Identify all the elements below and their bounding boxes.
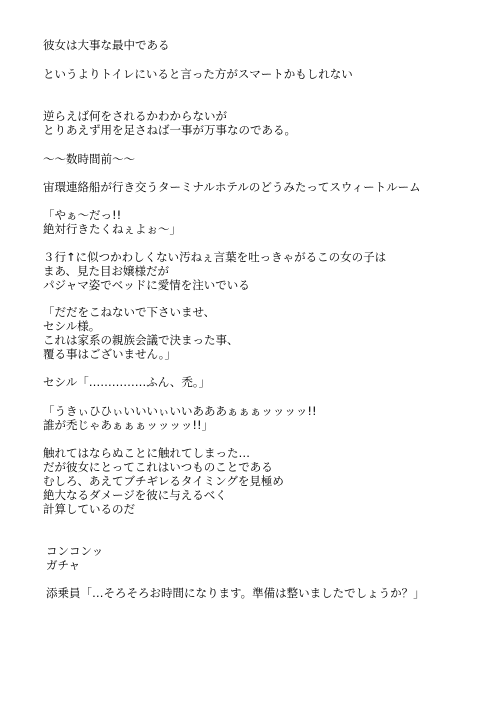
text-line: 添乗員「…そろそろお時間になります。準備は整いましたでしょうか？」	[46, 586, 425, 600]
text-line: セシル「……………ふん、禿。」	[43, 375, 211, 389]
text-line: これは家系の親族会議で決まった事、	[43, 333, 239, 347]
text-line: というよりトイレにいると言った方がスマートかもしれない	[43, 67, 353, 81]
text-line: 「だだをこねないで下さいませ、	[43, 305, 216, 319]
text-line: パジャマ姿でベッドに愛情を注いでいる	[43, 278, 250, 292]
text-line: 彼女は大事な最中である	[43, 38, 170, 52]
text-line: とりあえず用を足さねば一事が万事なのである。	[43, 123, 296, 137]
text-line: 触れてはならぬことに触れてしまった…	[43, 446, 250, 460]
text-line: 「うきぃひひぃいいいぃいいあああぁぁぁッッッッ!!	[43, 404, 317, 418]
text-line: 逆らえば何をされるかわからないが	[43, 109, 227, 123]
text-line: だが彼女にとってこれはいつものことである	[43, 460, 273, 474]
text-line: ３行↑に似つかわしくない汚ねぇ言葉を吐っきゃがるこの女の子は	[43, 250, 387, 264]
text-line: 計算しているのだ	[43, 502, 135, 516]
text-line: セシル様。	[43, 319, 101, 333]
text-line: むしろ、あえてブチギレるタイミングを見極め	[43, 474, 284, 488]
text-line: ガチャ	[46, 558, 81, 572]
text-line: 絶大なるダメージを彼に与えるべく	[43, 488, 227, 502]
text-line: 覆る事はございません。」	[43, 347, 176, 361]
text-line: 宙環連絡船が行き交うターミナルホテルのどうみたってスウィートルーム	[43, 180, 421, 194]
text-line: 誰が禿じゃあぁぁぁッッッッ!!」	[43, 418, 214, 432]
text-line: 「やぁ～だっ!!	[43, 208, 122, 222]
text-line: コンコンッ	[46, 544, 104, 558]
text-line: ～～数時間前～～	[43, 152, 135, 166]
text-line: 絶対行きたくねぇよぉ～」	[43, 222, 181, 236]
text-line: まあ、見た目お嬢様だが	[43, 264, 170, 278]
